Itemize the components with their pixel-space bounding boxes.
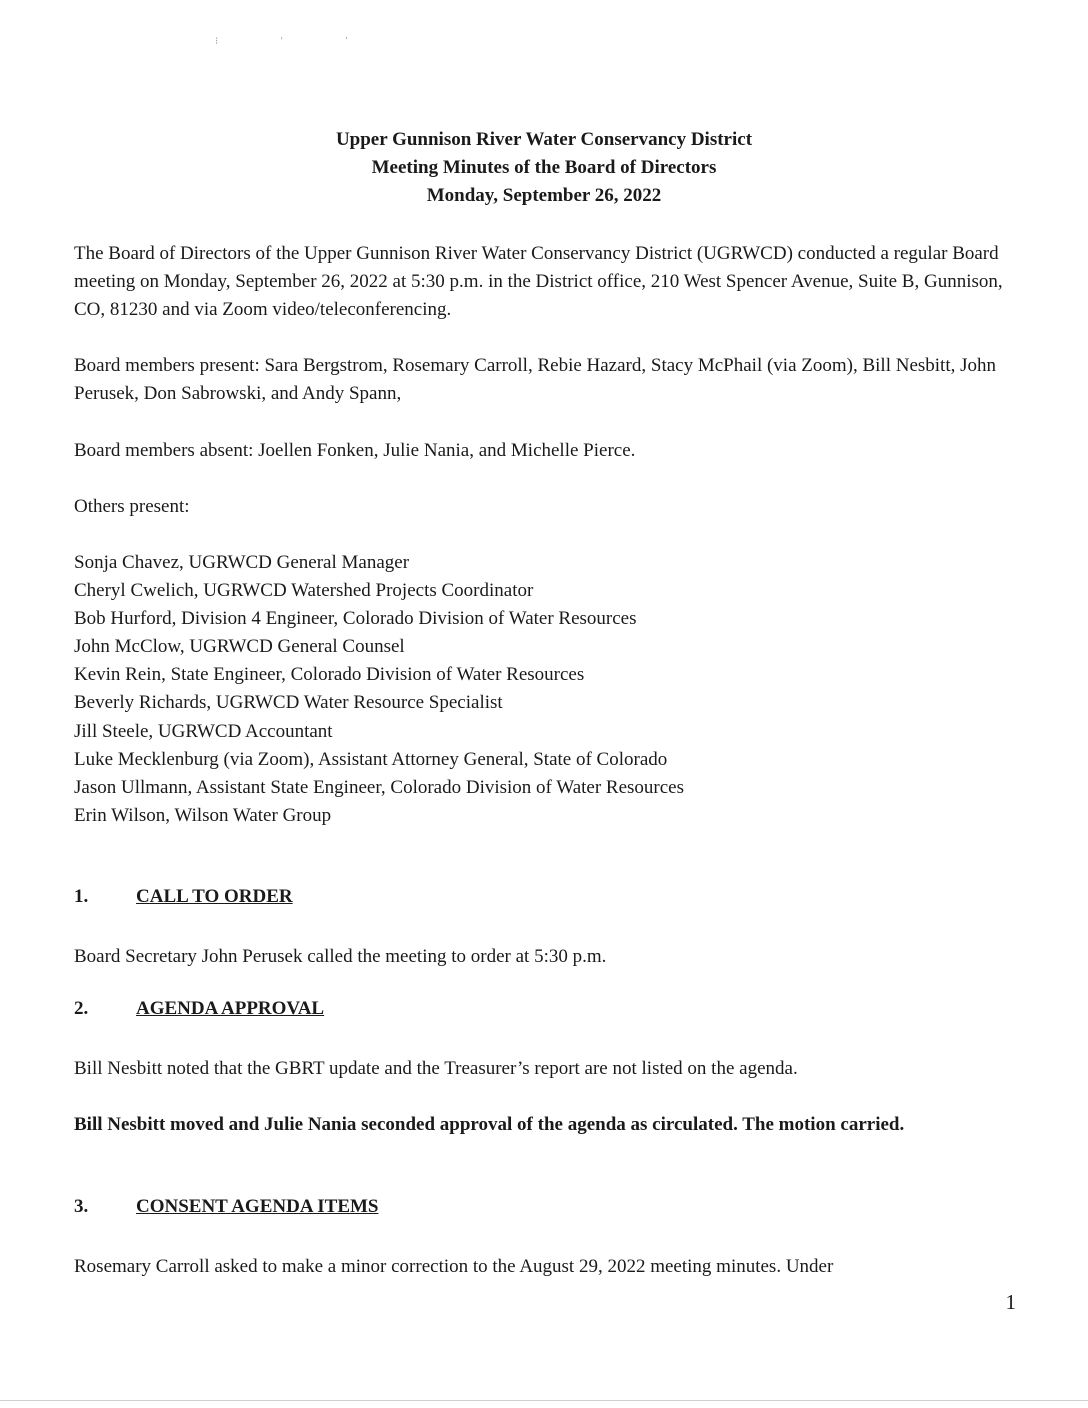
section-number: 3. (74, 1196, 89, 1217)
others-present-label: Others present: (74, 496, 190, 517)
page-number: 1 (1005, 1290, 1016, 1314)
list-item: Bob Hurford, Division 4 Engineer, Colorado Division of Water Resources (74, 608, 637, 630)
header-title: Meeting Minutes of the Board of Directors (371, 157, 717, 178)
list-item: Cheryl Cwelich, UGRWCD Watershed Projects Coordinator (74, 580, 534, 602)
others-present-list (74, 549, 1014, 830)
header-organization: Upper Gunnison River Water Conservancy District (335, 129, 753, 150)
members-absent-paragraph: Board members absent: Joellen Fonken, Julie Nania, and Michelle Pierce. (74, 440, 636, 461)
list-item: Jason Ullmann, Assistant State Engineer, Colorado Division of Water Resources (74, 776, 685, 798)
section-number: 1. (74, 886, 89, 907)
intro-paragraph: The Board of Directors of the Upper Gunnison River Water Conservancy District (UGRWCD) conducted a regular Board meeting on Monday, September 26, 2022 at 5:30 p.m. in the District office, 210 West Spencer Avenue, Suite B, Gunnison, CO, 81230 and via Zoom video/teleconferencing. (74, 243, 1003, 320)
agenda-approval-text: Bill Nesbitt noted that the GBRT update and the Treasurer’s report are not listed on the agenda. (74, 1058, 798, 1079)
section-heading-agenda-approval (74, 998, 324, 1020)
section-number: 2. (74, 998, 89, 1019)
members-present-paragraph: Board members present: Sara Bergstrom, Rosemary Carroll, Rebie Hazard, Stacy McPhail (via Zoom), Bill Nesbitt, John Perusek, Don Sabrowski, and Andy Spann, (74, 355, 997, 404)
list-item: Sonja Chavez, UGRWCD General Manager (74, 552, 410, 573)
consent-agenda-text: Rosemary Carroll asked to make a minor correction to the August 29, 2022 meeting minutes. Under (74, 1256, 834, 1277)
section-heading-consent-agenda (74, 1196, 379, 1218)
page-bottom-edge (0, 1400, 1088, 1401)
section-title: CALL TO ORDER (136, 886, 293, 907)
call-to-order-text: Board Secretary John Perusek called the meeting to order at 5:30 p.m. (74, 946, 607, 967)
header-date: Monday, September 26, 2022 (426, 185, 662, 206)
document-header (0, 126, 1088, 210)
scan-artifact: ⁝ ′ ′ (215, 36, 378, 47)
list-item: Beverly Richards, UGRWCD Water Resource Specialist (74, 692, 503, 714)
agenda-approval-motion: Bill Nesbitt moved and Julie Nania seconded approval of the agenda as circulated. The motion carried. (74, 1114, 905, 1135)
section-title: CONSENT AGENDA ITEMS (136, 1196, 379, 1217)
section-heading-call-to-order (74, 886, 293, 908)
list-item: John McClow, UGRWCD General Counsel (74, 636, 405, 658)
list-item: Erin Wilson, Wilson Water Group (74, 804, 332, 826)
section-title: AGENDA APPROVAL (136, 998, 325, 1019)
list-item: Kevin Rein, State Engineer, Colorado Division of Water Resources (74, 664, 585, 686)
list-item: Jill Steele, UGRWCD Accountant (74, 720, 333, 742)
list-item: Luke Mecklenburg (via Zoom), Assistant Attorney General, State of Colorado (74, 748, 668, 770)
